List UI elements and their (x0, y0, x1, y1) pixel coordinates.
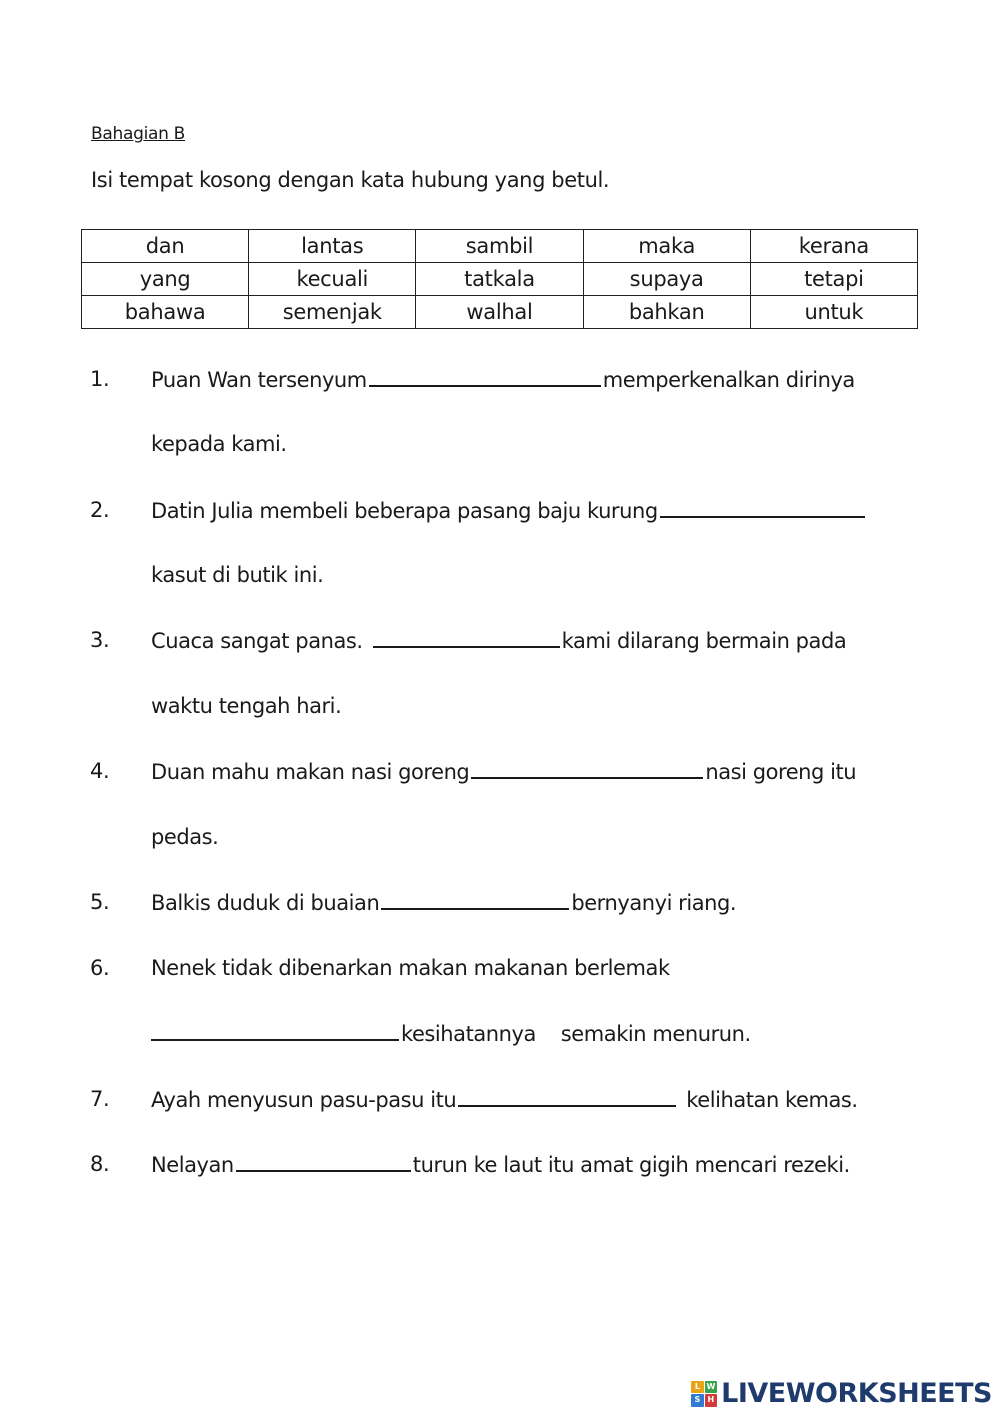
question-text: kesihatannya semakin menurun. (401, 1022, 751, 1046)
word-bank-cell: supaya (583, 263, 750, 296)
answer-blank-1[interactable] (369, 367, 601, 387)
question-1-line-1 (151, 367, 855, 392)
word-bank-cell: lantas (249, 230, 416, 263)
word-bank-cell: untuk (750, 296, 917, 329)
section-title: Bahagian B (91, 124, 186, 144)
question-text: Puan Wan tersenyum (151, 368, 367, 392)
word-bank-cell: dan (82, 230, 249, 263)
answer-blank-6[interactable] (151, 1021, 399, 1041)
logo-text: LIVEWORKSHEETS (721, 1378, 992, 1409)
logo-letter: L (691, 1381, 704, 1394)
question-6-line-2 (151, 1021, 751, 1046)
question-8-line-1 (151, 1152, 850, 1177)
word-bank-cell: yang (82, 263, 249, 296)
word-bank-cell: tatkala (416, 263, 583, 296)
question-text: nasi goreng itu (705, 760, 857, 784)
question-text: turun ke laut itu amat gigih mencari rezeki. (412, 1153, 850, 1177)
word-bank-cell: maka (583, 230, 750, 263)
word-bank-row (82, 296, 918, 329)
question-4-line-2 (151, 825, 218, 849)
logo-letter: S (691, 1394, 704, 1407)
question-text: Ayah menyusun pasu-pasu itu (151, 1088, 457, 1112)
answer-blank-8[interactable] (236, 1152, 411, 1172)
question-1-line-2 (151, 432, 287, 456)
logo-letter: W (705, 1381, 718, 1394)
word-bank-cell: sambil (416, 230, 583, 263)
question-number: 1. (90, 367, 110, 391)
question-text: memperkenalkan dirinya (602, 368, 855, 392)
word-bank-cell: bahawa (82, 296, 249, 329)
word-bank-cell: tetapi (750, 263, 917, 296)
word-bank-row (82, 263, 918, 296)
word-bank-cell: semenjak (249, 296, 416, 329)
question-text: kami dilarang bermain pada (561, 629, 847, 653)
word-bank-cell: walhal (416, 296, 583, 329)
question-5-line-1 (151, 890, 736, 915)
question-number: 4. (90, 759, 110, 783)
question-text: Balkis duduk di buaian (151, 891, 380, 915)
question-text: kepada kami. (151, 432, 287, 456)
question-4-line-1 (151, 759, 856, 784)
question-text: Nenek tidak dibenarkan makan makanan berlemak (151, 956, 670, 980)
answer-blank-4[interactable] (471, 759, 703, 779)
question-3-line-1 (151, 628, 846, 653)
answer-blank-5[interactable] (381, 890, 569, 910)
question-text: kasut di butik ini. (151, 563, 324, 587)
logo-icon (691, 1381, 717, 1407)
question-7-line-1 (151, 1087, 858, 1112)
question-text: waktu tengah hari. (151, 694, 342, 718)
question-text: Nelayan (151, 1153, 234, 1177)
answer-blank-3[interactable] (373, 628, 560, 648)
answer-blank-2[interactable] (660, 498, 865, 518)
question-text: bernyanyi riang. (571, 891, 737, 915)
word-bank-cell: kecuali (249, 263, 416, 296)
question-2-line-1 (151, 498, 867, 523)
question-text: Duan mahu makan nasi goreng (151, 760, 470, 784)
instruction-text: Isi tempat kosong dengan kata hubung yang betul. (91, 168, 610, 192)
word-bank-cell: bahkan (583, 296, 750, 329)
word-bank-row (82, 230, 918, 263)
answer-blank-7[interactable] (458, 1087, 676, 1107)
question-2-line-2 (151, 563, 323, 587)
question-number: 6. (90, 956, 110, 980)
question-number: 8. (90, 1152, 110, 1176)
question-number: 5. (90, 890, 110, 914)
question-text: kelihatan kemas. (686, 1088, 858, 1112)
question-text: Datin Julia membeli beberapa pasang baju kurung (151, 499, 658, 523)
word-bank-table (81, 229, 918, 329)
word-bank-cell: kerana (750, 230, 917, 263)
question-number: 7. (90, 1087, 110, 1111)
question-number: 2. (90, 498, 110, 522)
logo-letter: H (705, 1394, 718, 1407)
question-text: pedas. (151, 825, 219, 849)
question-number: 3. (90, 628, 110, 652)
question-3-line-2 (151, 694, 341, 718)
question-text: Cuaca sangat panas. (151, 629, 363, 653)
question-6-line-1 (151, 956, 670, 980)
liveworksheets-logo[interactable] (691, 1378, 992, 1409)
